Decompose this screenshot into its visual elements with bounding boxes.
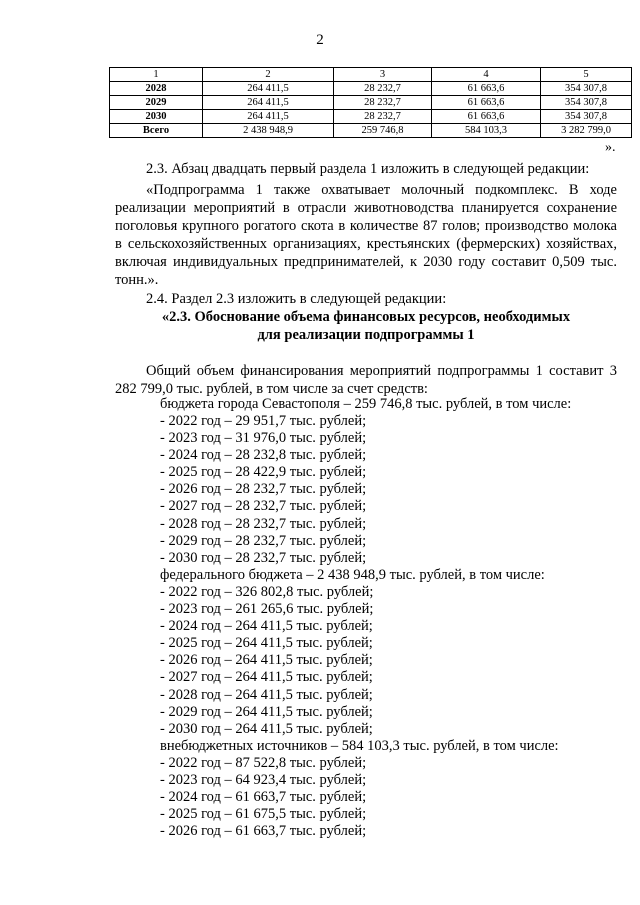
list-item: - 2025 год – 28 422,9 тыс. рублей;: [160, 464, 367, 481]
list-item: - 2024 год – 264 411,5 тыс. рублей;: [160, 618, 373, 635]
table-cell: 264 411,5: [203, 110, 334, 124]
list-item: - 2023 год – 64 923,4 тыс. рублей;: [160, 772, 367, 789]
list-item: - 2022 год – 326 802,8 тыс. рублей;: [160, 584, 374, 600]
list-item: - 2029 год – 264 411,5 тыс. рублей;: [160, 703, 373, 720]
table-header-cell: 3: [334, 68, 432, 82]
table-cell-year: 2029: [110, 96, 203, 110]
list-item: - 2024 год – 61 663,7 тыс. рублей;: [160, 789, 367, 806]
table-cell: 28 232,7: [334, 96, 432, 110]
table-cell: 61 663,6: [432, 110, 541, 124]
list-item: - 2026 год – 264 411,5 тыс. рублей;: [160, 652, 373, 669]
table-row: [110, 110, 632, 124]
table-cell: 264 411,5: [203, 96, 334, 110]
section-heading-line2: для реализации подпрограммы 1: [257, 327, 475, 343]
table-cell: 264 411,5: [203, 82, 334, 96]
paragraph-total: Общий объем финансирования мероприятий подпрограммы 1 составит 3 282 799,0 тыс. рублей, в том числе за счет средств:: [115, 363, 617, 397]
federal-budget-list: [160, 584, 373, 738]
table-row: [110, 82, 632, 96]
table-header-cell: 4: [432, 68, 541, 82]
table-cell: 354 307,8: [541, 96, 632, 110]
list-item: - 2029 год – 28 232,7 тыс. рублей;: [160, 532, 367, 549]
list-item: - 2024 год – 28 232,8 тыс. рублей;: [160, 447, 367, 464]
list-item: - 2028 год – 264 411,5 тыс. рублей;: [160, 686, 373, 703]
list-item: - 2023 год – 261 265,6 тыс. рублей;: [160, 601, 374, 618]
list-item: - 2026 год – 28 232,7 тыс. рублей;: [160, 481, 367, 498]
table-header-cell: 5: [541, 68, 632, 82]
paragraph-2-3: 2.3. Абзац двадцать первый раздела 1 изложить в следующей редакции:: [146, 161, 590, 177]
table-row-total: [110, 124, 632, 138]
financing-table: [109, 67, 632, 138]
page-number: 2: [316, 32, 324, 48]
list-item: - 2025 год – 264 411,5 тыс. рублей;: [160, 635, 373, 652]
table-cell: 259 746,8: [334, 124, 432, 138]
quote-end: ».: [605, 140, 616, 155]
section-heading-line1: «2.3. Обоснование объема финансовых ресурсов, необходимых: [161, 309, 571, 325]
table-cell-year: 2030: [110, 110, 203, 124]
table-cell: 61 663,6: [432, 96, 541, 110]
list-item: - 2025 год – 61 675,5 тыс. рублей;: [160, 806, 367, 823]
list-item: - 2023 год – 31 976,0 тыс. рублей;: [160, 430, 367, 447]
table-cell-year: Всего: [110, 124, 203, 138]
federal-budget-intro: федерального бюджета – 2 438 948,9 тыс. рублей, в том числе:: [160, 567, 545, 583]
extra-budget-intro: внебюджетных источников – 584 103,3 тыс. рублей, в том числе:: [160, 738, 559, 754]
list-item: - 2027 год – 28 232,7 тыс. рублей;: [160, 498, 367, 515]
table-cell: 61 663,6: [432, 82, 541, 96]
list-item: - 2022 год – 87 522,8 тыс. рублей;: [160, 755, 367, 771]
table-cell: 584 103,3: [432, 124, 541, 138]
table-cell: 3 282 799,0: [541, 124, 632, 138]
list-item: - 2030 год – 28 232,7 тыс. рублей;: [160, 549, 367, 566]
list-item: - 2030 год – 264 411,5 тыс. рублей;: [160, 720, 373, 737]
list-item: - 2028 год – 28 232,7 тыс. рублей;: [160, 515, 367, 532]
table-header-row: [110, 68, 632, 82]
table-header-cell: 2: [203, 68, 334, 82]
paragraph-2-4: 2.4. Раздел 2.3 изложить в следующей редакции:: [146, 291, 447, 307]
extra-budget-list: [160, 755, 366, 840]
table-cell: 28 232,7: [334, 110, 432, 124]
list-item: - 2027 год – 264 411,5 тыс. рублей;: [160, 669, 373, 686]
table-cell-year: 2028: [110, 82, 203, 96]
table-header-cell: 1: [110, 68, 203, 82]
table-cell: 354 307,8: [541, 82, 632, 96]
paragraph-quote: «Подпрограмма 1 также охватывает молочный подкомплекс. В ходе реализации мероприятий в отрасли животноводства планируется сохранение поголовья крупного рогатого скота в количестве 87 голов; производство молока в сельскохозяйственных организациях, крестьянских (фермерских) хозяйствах, включая индивидуальных предпринимателей, к 2030 году составит 0,509 тыс. тонн.».: [115, 182, 617, 288]
table-cell: 28 232,7: [334, 82, 432, 96]
city-budget-list: [160, 413, 366, 567]
city-budget-intro: бюджета города Севастополя – 259 746,8 тыс. рублей, в том числе:: [160, 396, 572, 412]
list-item: - 2022 год – 29 951,7 тыс. рублей;: [160, 413, 367, 429]
table-row: [110, 96, 632, 110]
list-item: - 2026 год – 61 663,7 тыс. рублей;: [160, 823, 367, 840]
table-cell: 2 438 948,9: [203, 124, 334, 138]
table-cell: 354 307,8: [541, 110, 632, 124]
